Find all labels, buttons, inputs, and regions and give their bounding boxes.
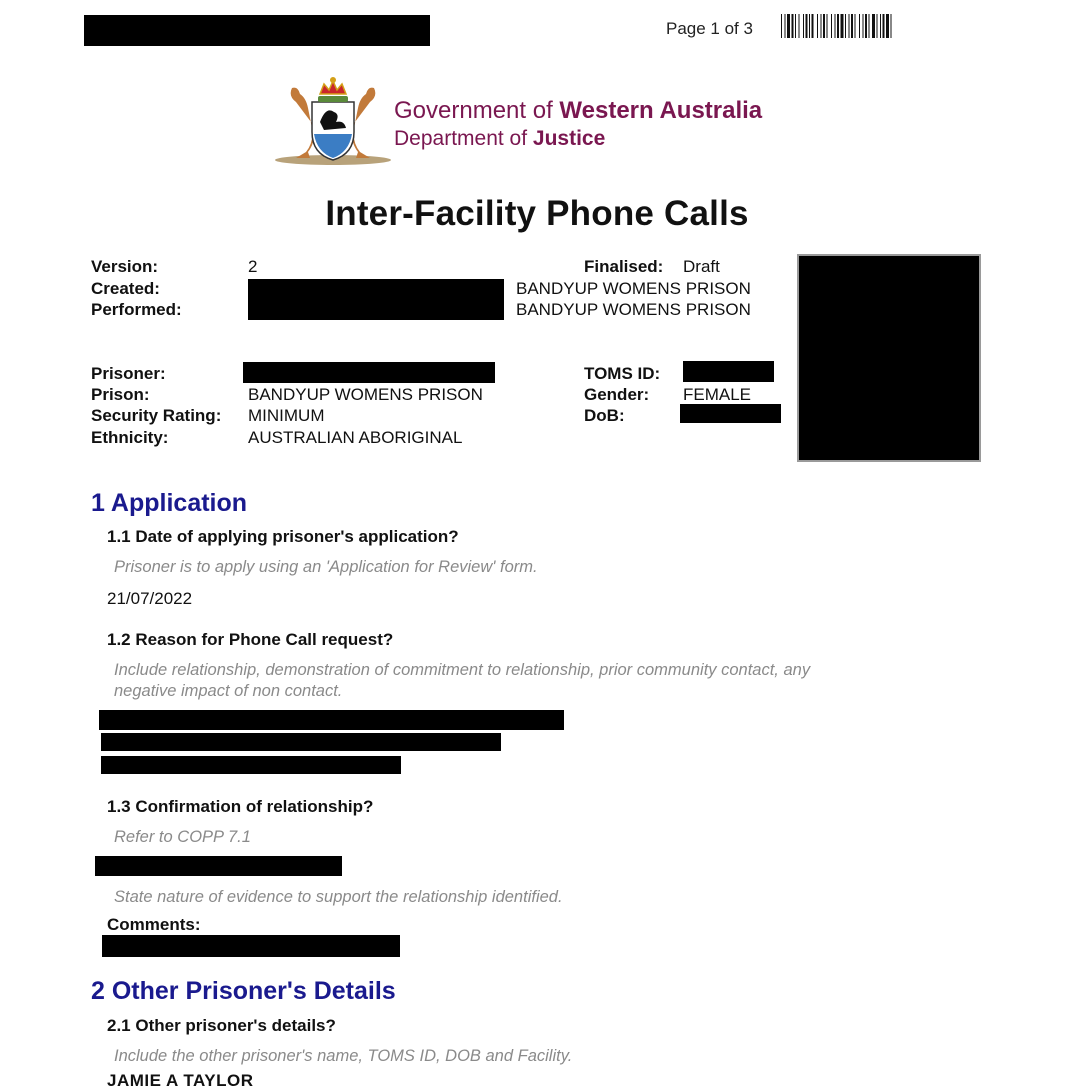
- barcode-bar: [785, 14, 786, 38]
- barcode-bar: [859, 14, 860, 38]
- barcode-bar: [812, 14, 814, 38]
- finalised-label: Finalised:: [584, 257, 664, 276]
- performed-label: Performed:: [91, 300, 182, 319]
- prison-label: Prison:: [91, 385, 150, 404]
- question-1-1: 1.1 Date of applying prisoner's application?: [107, 527, 459, 546]
- barcode-bar: [803, 14, 804, 38]
- gender-label: Gender:: [584, 385, 650, 404]
- barcode-bar: [886, 14, 889, 38]
- question-1-2: 1.2 Reason for Phone Call request?: [107, 630, 394, 649]
- redacted-reason-line-2: [101, 733, 501, 751]
- question-1-3-evidence-hint: State nature of evidence to support the relationship identified.: [114, 888, 563, 906]
- created-label: Created:: [91, 279, 160, 298]
- barcode-bar: [841, 14, 844, 38]
- section-2-heading: 2 Other Prisoner's Details: [91, 977, 396, 1005]
- barcode-bar: [891, 14, 892, 38]
- barcode-bar: [865, 14, 867, 38]
- question-1-3: 1.3 Confirmation of relationship?: [107, 797, 374, 816]
- agency-line-1-prefix: Government of: [394, 97, 560, 124]
- barcode-bar: [831, 14, 832, 38]
- ethnicity-label: Ethnicity:: [91, 428, 169, 447]
- barcode-bar: [863, 14, 864, 38]
- barcode-bar: [835, 14, 836, 38]
- redacted-dob: [680, 404, 781, 423]
- ethnicity-value: AUSTRALIAN ABORIGINAL: [248, 428, 463, 447]
- agency-line-2-dept: Justice: [532, 127, 606, 150]
- agency-line-2-prefix: Department of: [394, 127, 533, 150]
- comments-label: Comments:: [107, 915, 201, 934]
- question-2-1: 2.1 Other prisoner's details?: [107, 1016, 336, 1035]
- version-label: Version:: [91, 257, 159, 276]
- redacted-toms-id: [683, 361, 774, 382]
- barcode-bar: [883, 14, 885, 38]
- barcode-bar: [806, 14, 808, 38]
- barcode-bar: [817, 14, 818, 38]
- finalised-value: Draft: [683, 257, 720, 276]
- page-indicator: Page 1 of 3: [666, 19, 753, 38]
- performed-location: BANDYUP WOMENS PRISON: [516, 300, 751, 319]
- coat-of-arms-logo: [274, 72, 392, 168]
- barcode-bar: [823, 14, 825, 38]
- barcode-bar: [869, 14, 870, 38]
- redacted-comments: [102, 935, 400, 957]
- redacted-header-name: [84, 15, 430, 46]
- agency-line-2: [394, 127, 605, 151]
- toms-id-label: TOMS ID:: [584, 364, 661, 383]
- redacted-created-performed: [248, 279, 504, 320]
- redacted-reason-line-3: [101, 756, 401, 774]
- question-1-2-hint-line-2: negative impact of non contact.: [114, 682, 343, 700]
- barcode-bar: [787, 14, 790, 38]
- security-rating-value: MINIMUM: [248, 406, 325, 425]
- agency-line-1-state: Western Australia: [559, 97, 763, 124]
- barcode-bar: [837, 14, 839, 38]
- barcode-bar: [827, 14, 828, 38]
- redacted-relationship: [95, 856, 342, 876]
- barcode-bar: [781, 14, 782, 38]
- document-title: Inter-Facility Phone Calls: [325, 194, 749, 233]
- redacted-reason-line-1: [99, 710, 564, 730]
- question-1-3-hint: Refer to COPP 7.1: [114, 828, 251, 846]
- barcode-bar: [851, 14, 853, 38]
- prison-value: BANDYUP WOMENS PRISON: [248, 385, 483, 404]
- barcode-bar: [849, 14, 850, 38]
- question-1-2-hint-line-1: Include relationship, demonstration of commitment to relationship, prior community contact, any: [114, 661, 811, 679]
- agency-line-1: [394, 97, 762, 125]
- redacted-prisoner-name: [243, 362, 495, 383]
- version-value: 2: [248, 257, 258, 276]
- barcode-bar: [821, 14, 822, 38]
- barcode-bar: [809, 14, 810, 38]
- security-rating-label: Security Rating:: [91, 406, 222, 425]
- question-2-1-hint: Include the other prisoner's name, TOMS ID, DOB and Facility.: [114, 1047, 573, 1065]
- barcode-bar: [855, 14, 856, 38]
- barcode-bar: [877, 14, 878, 38]
- barcode-bar: [795, 14, 796, 38]
- section-1-heading: 1 Application: [91, 489, 248, 517]
- barcode-bar: [845, 14, 846, 38]
- question-1-1-hint: Prisoner is to apply using an 'Application for Review' form.: [114, 558, 538, 576]
- barcode: [781, 14, 963, 38]
- created-location: BANDYUP WOMENS PRISON: [516, 279, 751, 298]
- barcode-bar: [872, 14, 875, 38]
- barcode-bar: [880, 14, 881, 38]
- question-2-1-partial-answer: JAMIE A TAYLOR: [107, 1071, 254, 1090]
- barcode-bar: [799, 14, 800, 38]
- prisoner-label: Prisoner:: [91, 364, 166, 383]
- dob-label: DoB:: [584, 406, 625, 425]
- question-1-1-answer: 21/07/2022: [107, 589, 193, 608]
- gender-value: FEMALE: [683, 385, 752, 404]
- barcode-bar: [792, 14, 794, 38]
- redacted-photo: [797, 254, 981, 462]
